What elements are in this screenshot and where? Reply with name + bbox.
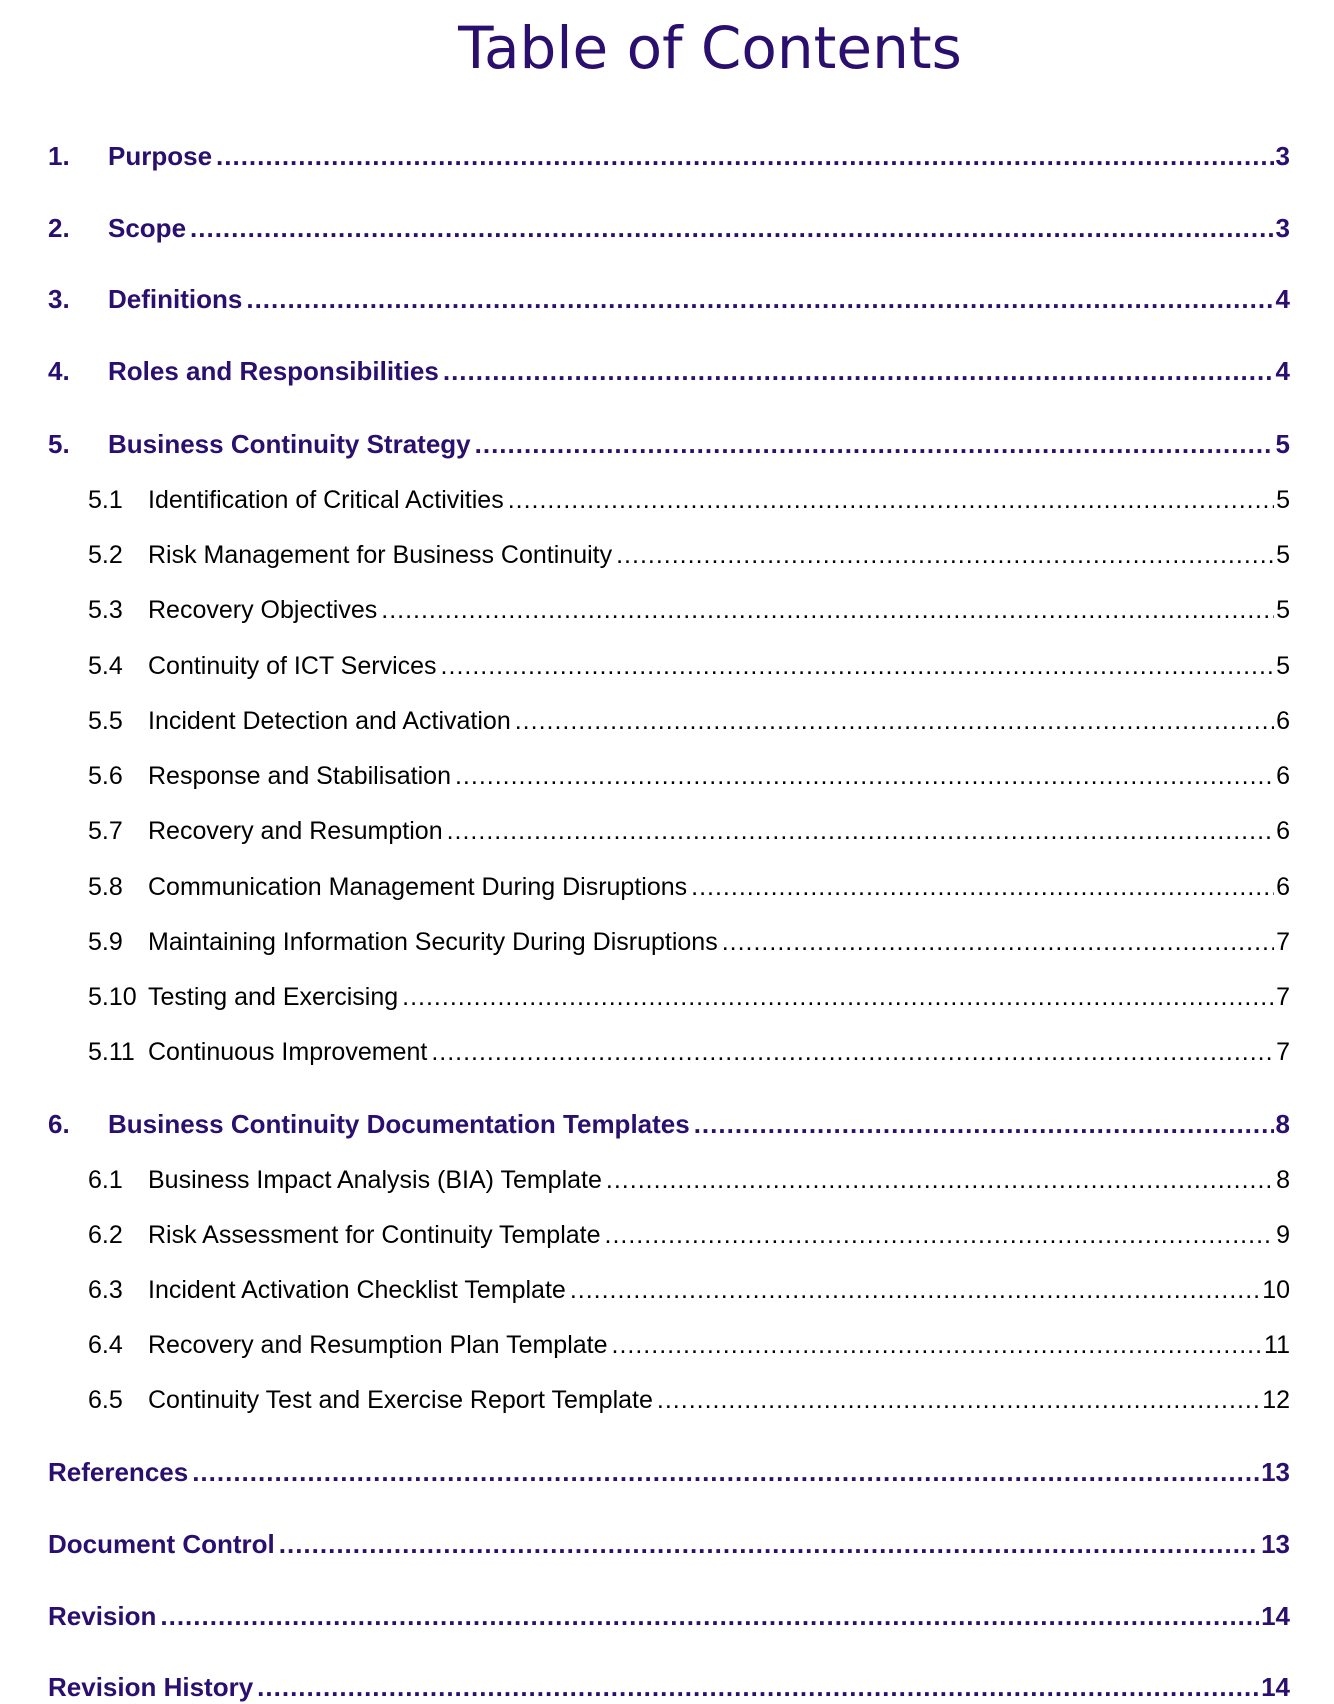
toc-entry-page: 10 [1262, 1276, 1290, 1304]
toc-entry-number: 4. [48, 356, 70, 386]
toc-dot-leader [691, 873, 1274, 902]
toc-entry-templates[interactable] [48, 1104, 1290, 1140]
toc-entry-page: 11 [1264, 1331, 1290, 1359]
toc-entry-scope[interactable] [48, 208, 1290, 244]
toc-entry-number: 2. [48, 213, 70, 243]
toc-entry-page: 4 [1275, 356, 1290, 386]
toc-dot-leader [441, 652, 1275, 681]
toc-entry-number: 6.5 [88, 1386, 123, 1414]
toc-dot-leader [402, 983, 1274, 1012]
toc-entry-page: 7 [1276, 1038, 1290, 1066]
toc-dot-leader [192, 1457, 1259, 1488]
toc-entry-number: 5.11 [88, 1038, 135, 1066]
toc-entry-page: 6 [1276, 762, 1290, 790]
toc-entry-6-1[interactable] [88, 1159, 1290, 1195]
toc-entry-strategy[interactable] [48, 424, 1290, 460]
toc-entry-5-8[interactable] [88, 866, 1290, 902]
toc-entry-revision-history[interactable] [48, 1667, 1290, 1703]
toc-entry-page: 6 [1276, 707, 1290, 735]
toc-entry-6-2[interactable] [88, 1214, 1290, 1250]
toc-entry-label: Business Continuity Strategy [108, 429, 471, 459]
toc-entry-page: 14 [1261, 1601, 1290, 1631]
toc-entry-6-3[interactable] [88, 1269, 1290, 1305]
toc-entry-number: 5.5 [88, 707, 123, 735]
toc-dot-leader [616, 541, 1274, 570]
toc-entry-label: Business Continuity Documentation Templates [108, 1109, 690, 1139]
toc-entry-5-5[interactable] [88, 700, 1290, 736]
toc-entry-number: 5.1 [88, 486, 123, 514]
toc-entry-page: 8 [1276, 1166, 1290, 1194]
toc-entry-number: 5.10 [88, 983, 137, 1011]
toc-entry-number: 6. [48, 1109, 70, 1139]
toc-entry-label: Recovery and Resumption [148, 817, 443, 845]
toc-entry-number: 6.3 [88, 1276, 123, 1304]
toc-entry-page: 3 [1275, 141, 1290, 171]
toc-dot-leader [722, 928, 1274, 957]
toc-entry-number: 3. [48, 284, 70, 314]
toc-entry-label: Maintaining Information Security During Disruptions [148, 928, 718, 956]
toc-dot-leader [447, 817, 1275, 846]
toc-entry-label: Risk Management for Business Continuity [148, 541, 613, 569]
toc-entry-number: 5.2 [88, 541, 123, 569]
toc-entry-label: Continuity Test and Exercise Report Template [148, 1386, 653, 1414]
toc-dot-leader [216, 141, 1274, 172]
toc-entry-page: 8 [1275, 1109, 1290, 1139]
toc-entry-number: 1. [48, 141, 70, 171]
toc-entry-label: Identification of Critical Activities [148, 486, 504, 514]
toc-entry-page: 5 [1276, 541, 1290, 569]
toc-entry-page: 6 [1276, 817, 1290, 845]
toc-entry-page: 14 [1261, 1672, 1290, 1702]
toc-entry-number: 6.1 [88, 1166, 123, 1194]
toc-entry-5-4[interactable] [88, 645, 1290, 681]
toc-entry-page: 13 [1261, 1529, 1290, 1559]
toc-dot-leader [160, 1601, 1259, 1632]
toc-title: Table of Contents [458, 14, 962, 82]
toc-entry-page: 5 [1276, 596, 1290, 624]
toc-entry-page: 5 [1276, 652, 1290, 680]
toc-entry-label: Recovery and Resumption Plan Template [148, 1331, 608, 1359]
toc-dot-leader [694, 1109, 1274, 1140]
toc-dot-leader [455, 762, 1274, 791]
toc-dot-leader [606, 1166, 1274, 1195]
toc-entry-number: 6.4 [88, 1331, 123, 1359]
toc-dot-leader [443, 356, 1274, 387]
toc-entry-number: 5.6 [88, 762, 123, 790]
toc-entry-page: 13 [1261, 1457, 1290, 1487]
toc-entry-page: 5 [1276, 486, 1290, 514]
toc-entry-label: Incident Detection and Activation [148, 707, 511, 735]
toc-entry-document-control[interactable] [48, 1524, 1290, 1560]
toc-entry-page: 12 [1262, 1386, 1290, 1414]
toc-entry-label: Definitions [108, 284, 243, 314]
toc-entry-5-11[interactable] [88, 1031, 1290, 1067]
toc-entry-number: 6.2 [88, 1221, 123, 1249]
toc-entry-label: Response and Stabilisation [148, 762, 451, 790]
toc-entry-label: Risk Assessment for Continuity Template [148, 1221, 601, 1249]
toc-entry-label: Continuous Improvement [148, 1038, 428, 1066]
toc-entry-references[interactable] [48, 1452, 1290, 1488]
toc-entry-label: Document Control [48, 1529, 275, 1559]
toc-entry-label: Recovery Objectives [148, 596, 378, 624]
toc-dot-leader [246, 284, 1273, 315]
toc-dot-leader [570, 1276, 1260, 1305]
toc-entry-label: Business Impact Analysis (BIA) Template [148, 1166, 602, 1194]
toc-entry-5-2[interactable] [88, 534, 1290, 570]
toc-entry-roles[interactable] [48, 351, 1290, 387]
toc-entry-page: 7 [1276, 928, 1290, 956]
toc-entry-number: 5.4 [88, 652, 123, 680]
toc-entry-5-10[interactable] [88, 976, 1290, 1012]
toc-entry-6-5[interactable] [88, 1379, 1290, 1415]
toc-entry-number: 5.9 [88, 928, 123, 956]
toc-entry-label: Communication Management During Disruptions [148, 873, 688, 901]
toc-entry-label: Testing and Exercising [148, 983, 399, 1011]
toc-entry-definitions[interactable] [48, 279, 1290, 315]
toc-entry-5-6[interactable] [88, 755, 1290, 791]
toc-dot-leader [508, 486, 1274, 515]
toc-dot-leader [612, 1331, 1263, 1360]
toc-entry-label: References [48, 1457, 189, 1487]
toc-entry-page: 3 [1275, 213, 1290, 243]
toc-entry-purpose[interactable] [48, 136, 1290, 172]
toc-dot-leader [605, 1221, 1275, 1250]
toc-dot-leader [475, 429, 1274, 460]
toc-entry-label: Roles and Responsibilities [108, 356, 439, 386]
toc-dot-leader [515, 707, 1274, 736]
toc-entry-label: Incident Activation Checklist Template [148, 1276, 566, 1304]
toc-entry-page: 6 [1276, 873, 1290, 901]
toc-entry-label: Scope [108, 213, 187, 243]
toc-dot-leader [381, 596, 1274, 625]
toc-dot-leader [279, 1529, 1259, 1560]
toc-entry-5-3[interactable] [88, 589, 1290, 625]
toc-entry-number: 5.3 [88, 596, 123, 624]
toc-dot-leader [257, 1672, 1259, 1703]
toc-entry-number: 5. [48, 429, 70, 459]
toc-entry-label: Revision [48, 1601, 157, 1631]
toc-entry-page: 7 [1276, 983, 1290, 1011]
toc-entry-label: Revision History [48, 1672, 254, 1702]
toc-entry-label: Purpose [108, 141, 213, 171]
toc-entry-page: 4 [1275, 284, 1290, 314]
toc-entry-page: 9 [1276, 1221, 1290, 1249]
toc-entry-page: 5 [1275, 429, 1290, 459]
toc-entry-number: 5.7 [88, 817, 123, 845]
toc-entry-5-9[interactable] [88, 921, 1290, 957]
toc-entry-number: 5.8 [88, 873, 123, 901]
toc-entry-5-7[interactable] [88, 810, 1290, 846]
toc-entry-label: Continuity of ICT Services [148, 652, 437, 680]
toc-entry-6-4[interactable] [88, 1324, 1290, 1360]
toc-entry-5-1[interactable] [88, 479, 1290, 515]
toc-dot-leader [431, 1038, 1274, 1067]
toc-entry-revision[interactable] [48, 1596, 1290, 1632]
toc-dot-leader [190, 213, 1274, 244]
toc-dot-leader [657, 1386, 1260, 1415]
